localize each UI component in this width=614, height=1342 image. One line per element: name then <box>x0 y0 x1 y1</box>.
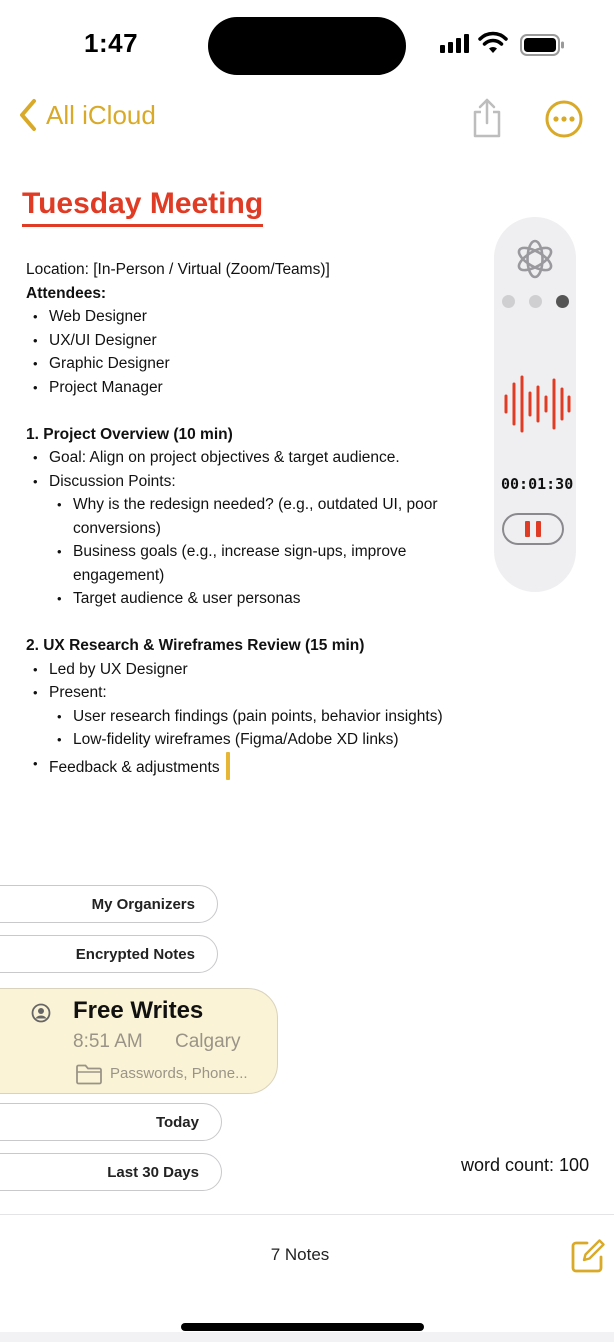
list-item: • User research findings (pain points, behavior insights) <box>57 707 443 725</box>
card-location: Calgary <box>175 1031 241 1052</box>
list-item: • Why is the redesign needed? (e.g., outdated UI, poor conversions) <box>57 496 438 537</box>
status-time: 1:47 <box>84 28 139 58</box>
more-options-icon[interactable] <box>544 99 584 139</box>
pause-icon-bar <box>536 521 541 537</box>
folder-today[interactable]: Today <box>0 1103 222 1141</box>
recording-timer: 00:01:30 <box>501 475 574 493</box>
folder-icon <box>75 1063 103 1085</box>
notes-count: 7 Notes <box>270 1245 330 1264</box>
dot-indicator <box>502 295 515 308</box>
list-item: • Target audience & user personas <box>57 590 301 607</box>
list-item: • Low-fidelity wireframes (Figma/Adobe XD links) <box>57 731 399 748</box>
attendees-heading: Attendees: <box>26 284 107 302</box>
dynamic-island <box>208 17 406 75</box>
section-heading: 1. Project Overview (10 min) <box>26 425 233 443</box>
user-circle-icon <box>31 1003 51 1023</box>
dot-indicator <box>556 295 569 308</box>
list-item: • Web Designer <box>33 308 147 325</box>
card-title: Free Writes <box>73 997 204 1024</box>
bottom-safe-area <box>0 1332 614 1342</box>
list-item: • Graphic Designer <box>33 355 170 372</box>
chevron-left-icon <box>18 98 38 132</box>
list-item: • Led by UX Designer <box>33 660 188 678</box>
audio-waveform-icon <box>503 375 573 433</box>
folder-last-30-days[interactable]: Last 30 Days <box>0 1153 222 1191</box>
note-body[interactable] <box>26 258 496 775</box>
back-label: All iCloud <box>46 99 156 130</box>
cellular-signal-icon <box>440 34 469 53</box>
list-item: • UX/UI Designer <box>33 331 157 349</box>
list-item: • Feedback & adjustments <box>26 752 496 776</box>
chatgpt-logo-icon <box>513 237 557 281</box>
note-title[interactable]: Tuesday Meeting <box>22 185 263 227</box>
page-indicator <box>502 295 569 308</box>
battery-icon <box>520 33 566 57</box>
list-item: • Goal: Align on project objectives & target audience. <box>33 449 400 466</box>
compose-icon[interactable] <box>570 1238 606 1274</box>
share-icon[interactable] <box>470 97 504 139</box>
card-time: 8:51 AM <box>73 1031 143 1052</box>
section-heading: 2. UX Research & Wireframes Review (15 min) <box>26 637 365 654</box>
word-count: word count: 100 <box>461 1155 590 1175</box>
folder-my-organizers[interactable]: My Organizers <box>0 885 218 923</box>
folder-encrypted-notes[interactable]: Encrypted Notes <box>0 935 218 973</box>
text-cursor <box>226 752 230 780</box>
note-location: Location: [In-Person / Virtual (Zoom/Teams)] <box>26 261 330 278</box>
bottom-divider <box>0 1214 614 1215</box>
list-item: • Present: <box>33 684 107 701</box>
back-button[interactable] <box>18 98 156 132</box>
list-item: • Business goals (e.g., increase sign-ups, improve engagement) <box>57 543 407 584</box>
wifi-icon <box>478 31 508 55</box>
pause-icon-bar <box>525 521 530 537</box>
pause-button[interactable] <box>502 513 564 545</box>
card-folder-label: Passwords, Phone... <box>110 1065 248 1082</box>
home-indicator[interactable] <box>181 1323 424 1331</box>
dot-indicator <box>529 295 542 308</box>
list-item: • Discussion Points: <box>33 472 176 490</box>
list-item: • Project Manager <box>33 378 163 396</box>
